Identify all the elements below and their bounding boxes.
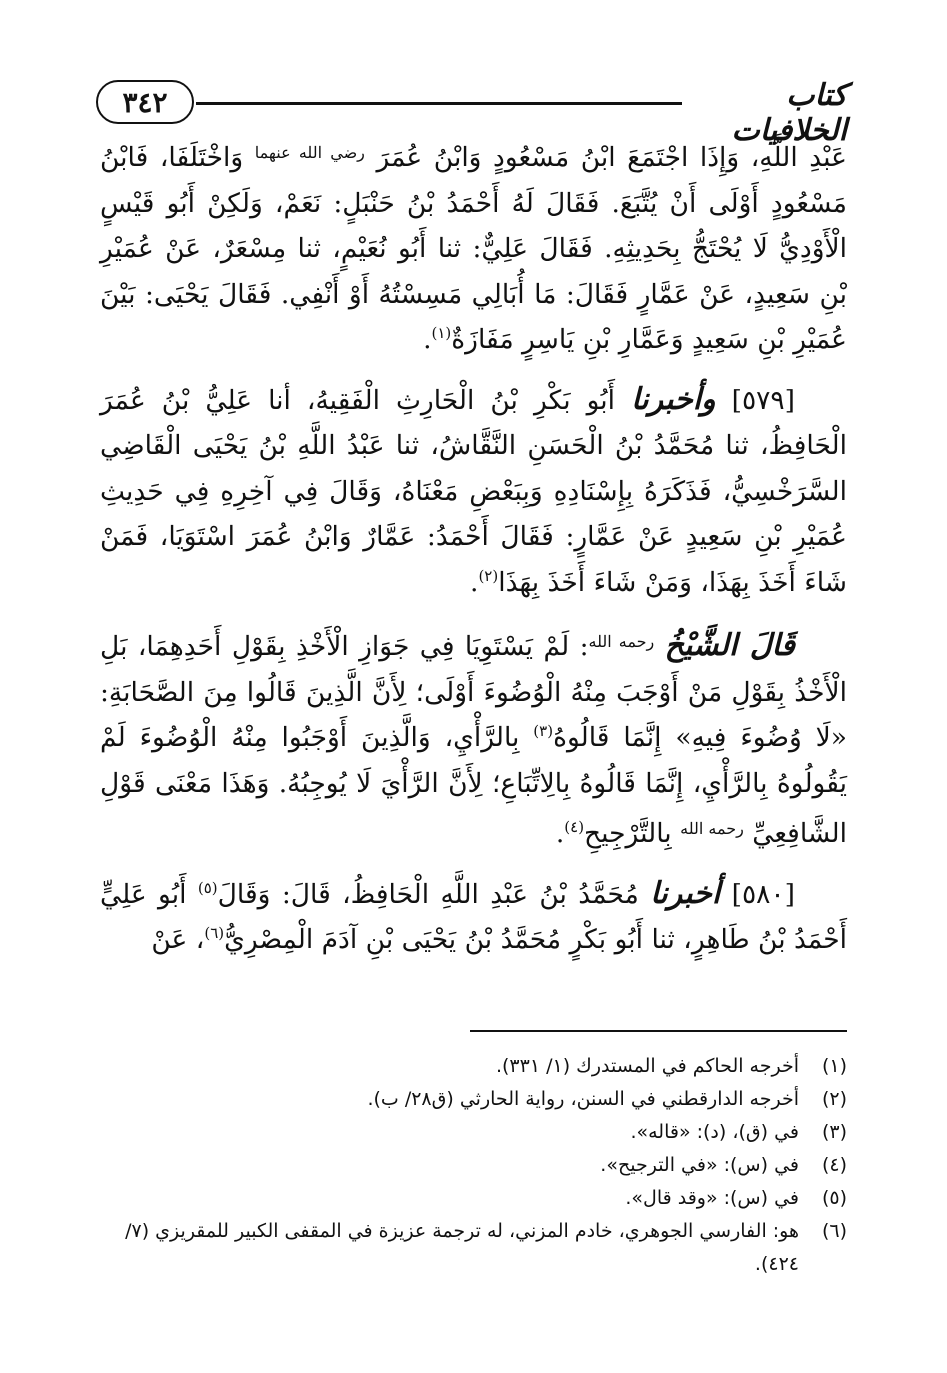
footnote-rule bbox=[470, 1030, 847, 1032]
hadith-number: [٥٧٩] bbox=[731, 384, 795, 416]
text-segment: بِالتَّرْجِيحِ bbox=[584, 818, 672, 849]
footnote-item bbox=[100, 1083, 847, 1116]
footnote-item bbox=[100, 1050, 847, 1083]
akhbarana-label: وأخبرنا bbox=[631, 381, 716, 417]
text-segment: ، عَنْ bbox=[151, 924, 205, 955]
footnote-ref: (٤) bbox=[564, 818, 585, 837]
honorific-glyph: رضي الله عنهما bbox=[254, 143, 365, 162]
paragraph-shaykh: قَالَ الشَّيْخُ $^{رحمه الله}$: لَمْ يَسْتَوِيَا فِي جَوَازِ الْأَخْذِ بِقَوْلِ أَحَدِهِمَا، بَلِ الْأَخْذُ بِقَوْلِ مَنْ أَوْجَبَ مِنْهُ الْوُضُوءَ أَوْلَى؛ لِأَنَّ الَّذِينَ قَالُوا مِنَ الصَّحَابَةِ: «لَا وُضُوءَ فِيهِ» إِنَّمَا قَالُوهُ$^{(٣)}$ بِالرَّأْيِ، وَالَّذِينَ أَوْجَبُوا مِنْهُ الْوُضُوءَ لَمْ يَقُولُوهُ بِالرَّأْيِ، إِنَّمَا قَالُوهُ بِالِاتِّبَاعِ؛ لِأَنَّ الرَّأْيَ لَا يُوجِبُهُ. وَهَذَا مَعْنَى قَوْلِ الشَّافِعِيِّ $^{رحمه الله}$ بِالتَّرْجِيحِ$^{(٤)}$. bbox=[100, 628, 847, 849]
paragraph-1: عَبْدِ اللَّهِ، وَإِذَا اجْتَمَعَ ابْنُ مَسْعُودٍ وَابْنُ عُمَرَ $^{رضي الله عنهما}$ وَاخْتَلَفَا، فَابْنُ مَسْعُودٍ أَوْلَى أَنْ يُتَّبَعَ. فَقَالَ لَهُ أَحْمَدُ بْنُ حَنْبَلٍ: نَعَمْ، وَلَكِنْ أَبُو قَيْسٍ الْأَوْدِيُّ لَا يُحْتَجُّ بِحَدِيثِهِ. فَقَالَ عَلِيٌّ: ثنا أَبُو نُعَيْمٍ، ثنا مِسْعَرٌ، عَنْ عُمَيْرِ بْنِ سَعِيدٍ، عَنْ عَمَّارٍ فَقَالَ: مَا أُبَالِي مَسِسْتُهُ أَوْ أَنْفِي. فَقَالَ يَحْيَى: بَيْنَ عُمَيْرِ بْنِ سَعِيدٍ وَعَمَّارِ بْنِ يَاسِرٍ مَفَازَةٌ$^{(١)}$. bbox=[100, 142, 847, 355]
footnote-number: (٦) bbox=[821, 1220, 847, 1242]
akhbarana-label: أخبرنا bbox=[650, 875, 721, 911]
footnote-text: في (س): «في الترجيح». bbox=[600, 1154, 799, 1176]
footnote-number: (٢) bbox=[821, 1088, 847, 1110]
footnote-item bbox=[100, 1215, 847, 1281]
footnotes bbox=[100, 1050, 847, 1281]
footnote-ref: (٣) bbox=[533, 722, 554, 741]
footnote-number: (٣) bbox=[821, 1121, 847, 1143]
text-segment: أَبُو بَكْرِ بْنُ الْحَارِثِ الْفَقِيهُ، أنا عَلِيُّ بْنُ عُمَرَ الْحَافِظُ، ثنا مُحَمَّدُ بْنُ الْحَسَنِ النَّقَّاشُ، ثنا عَبْدُ اللَّهِ بْنُ يَحْيَى الْقَاضِي السَّرَخْسِيُّ، فَذَكَرَهُ بِإِسْنَادِهِ وَبِبَعْضِ مَعْنَاهُ، وَقَالَ فِي آخِرِهِ فِي حَدِيثِ عُمَيْرِ بْنِ سَعِيدٍ عَنْ عَمَّارٍ: فَقَالَ أَحْمَدُ: عَمَّارٌ وَابْنُ عُمَرَ اسْتَوَيَا، فَمَنْ شَاءَ أَخَذَ بِهَذَا، وَمَنْ شَاءَ أَخَذَ بِهَذَا bbox=[100, 384, 847, 598]
footnote-item bbox=[100, 1149, 847, 1182]
main-text bbox=[100, 130, 847, 963]
footnote-text: أخرجه الحاكم في المستدرك (١/ ٣٣١). bbox=[495, 1055, 799, 1077]
footnote-number: (٤) bbox=[821, 1154, 847, 1176]
footnote-item bbox=[100, 1182, 847, 1215]
footnote-text: في (س): «وقد قال». bbox=[625, 1187, 799, 1209]
book-title: كتاب الخلافيات bbox=[731, 78, 847, 148]
honorific-glyph: رحمه الله bbox=[680, 819, 744, 838]
paragraph-580 bbox=[100, 871, 847, 963]
text-segment: أَبُو عَلِيٍّ أَحْمَدُ بْنُ طَاهِرٍ، ثنا أَبُو بَكْرٍ مُحَمَّدُ بْنُ يَحْيَى بْنِ آدَمَ الْمِصْرِيُّ bbox=[100, 878, 847, 955]
footnote-ref: (١) bbox=[431, 324, 452, 343]
footnote-number: (١) bbox=[821, 1055, 847, 1077]
page-header bbox=[96, 74, 847, 148]
text-segment: عَبْدِ اللَّهِ، وَإِذَا اجْتَمَعَ ابْنُ مَسْعُودٍ وَابْنُ عُمَرَ bbox=[376, 142, 847, 173]
qal-al-shaykh-label: قَالَ الشَّيْخُ bbox=[664, 628, 795, 663]
text-segment: وَاخْتَلَفَا، فَابْنُ مَسْعُودٍ أَوْلَى أَنْ يُتَّبَعَ. فَقَالَ لَهُ أَحْمَدُ بْنُ حَنْبَلٍ: نَعَمْ، وَلَكِنْ أَبُو قَيْسٍ الْأَوْدِيُّ لَا يُحْتَجُّ بِحَدِيثِهِ. فَقَالَ عَلِيٌّ: ثنا أَبُو نُعَيْمٍ، ثنا مِسْعَرٌ، عَنْ عُمَيْرِ بْنِ سَعِيدٍ، عَنْ عَمَّارٍ فَقَالَ: مَا أُبَالِي مَسِسْتُهُ أَوْ أَنْفِي. فَقَالَ يَحْيَى: بَيْنَ عُمَيْرِ بْنِ سَعِيدٍ وَعَمَّارِ بْنِ يَاسِرٍ مَفَازَةٌ bbox=[100, 142, 847, 355]
footnote-text: في (ق)، (د): «قاله». bbox=[630, 1121, 799, 1143]
footnote-number: (٥) bbox=[821, 1187, 847, 1209]
honorific-glyph: رحمه الله bbox=[588, 632, 655, 651]
hadith-number: [٥٨٠] bbox=[731, 878, 795, 910]
text-segment: مُحَمَّدُ بْنُ عَبْدِ اللَّهِ الْحَافِظُ، قَالَ: وَقَالَ bbox=[217, 878, 639, 910]
footnote-text: هو: الفارسي الجوهري، خادم المزني، له ترجمة عزيزة في المقفى الكبير للمقريزي (٧/ ٤٢٤). bbox=[125, 1220, 799, 1275]
page-number: ٣٤٢ bbox=[96, 80, 194, 124]
text-segment: بِالرَّأْيِ، وَالَّذِينَ أَوْجَبُوا مِنْهُ الْوُضُوءَ لَمْ يَقُولُوهُ بِالرَّأْيِ، إِنَّمَا قَالُوهُ بِالِاتِّبَاعِ؛ لِأَنَّ الرَّأْيَ لَا يُوجِبُهُ. وَهَذَا مَعْنَى قَوْلِ الشَّافِعِيِّ bbox=[100, 722, 847, 849]
paragraph-579: [٥٧٩] وأخبرنا أَبُو بَكْرِ بْنُ الْحَارِثِ الْفَقِيهُ، أنا عَلِيُّ بْنُ عُمَرَ الْحَافِظُ، ثنا مُحَمَّدُ بْنُ الْحَسَنِ النَّقَّاشُ، ثنا عَبْدُ اللَّهِ بْنُ يَحْيَى الْقَاضِي السَّرَخْسِيُّ، فَذَكَرَهُ بِإِسْنَادِهِ وَبِبَعْضِ مَعْنَاهُ، وَقَالَ فِي آخِرِهِ فِي حَدِيثِ عُمَيْرِ بْنِ سَعِيدٍ عَنْ عَمَّارٍ: فَقَالَ أَحْمَدُ: عَمَّارٌ وَابْنُ عُمَرَ اسْتَوَيَا، فَمَنْ شَاءَ أَخَذَ بِهَذَا، وَمَنْ شَاءَ أَخَذَ بِهَذَا$^{(٢)}$. bbox=[100, 381, 847, 598]
header-rule bbox=[196, 102, 682, 105]
footnote-text: أخرجه الدارقطني في السنن، رواية الحارثي (ق٢٨/ ب). bbox=[367, 1088, 799, 1110]
footnote-ref: (٢) bbox=[478, 566, 499, 585]
text-segment: : لَمْ يَسْتَوِيَا فِي جَوَازِ الْأَخْذِ بِقَوْلِ أَحَدِهِمَا، بَلِ الْأَخْذُ بِقَوْلِ مَنْ أَوْجَبَ مِنْهُ الْوُضُوءَ أَوْلَى؛ لِأَنَّ الَّذِينَ قَالُوا مِنَ الصَّحَابَةِ: «لَا وُضُوءَ فِيهِ» إِنَّمَا قَالُوهُ bbox=[100, 631, 847, 753]
footnote-ref: (٥) bbox=[197, 878, 218, 897]
footnote-item bbox=[100, 1116, 847, 1149]
footnote-ref: (٦) bbox=[204, 924, 225, 943]
